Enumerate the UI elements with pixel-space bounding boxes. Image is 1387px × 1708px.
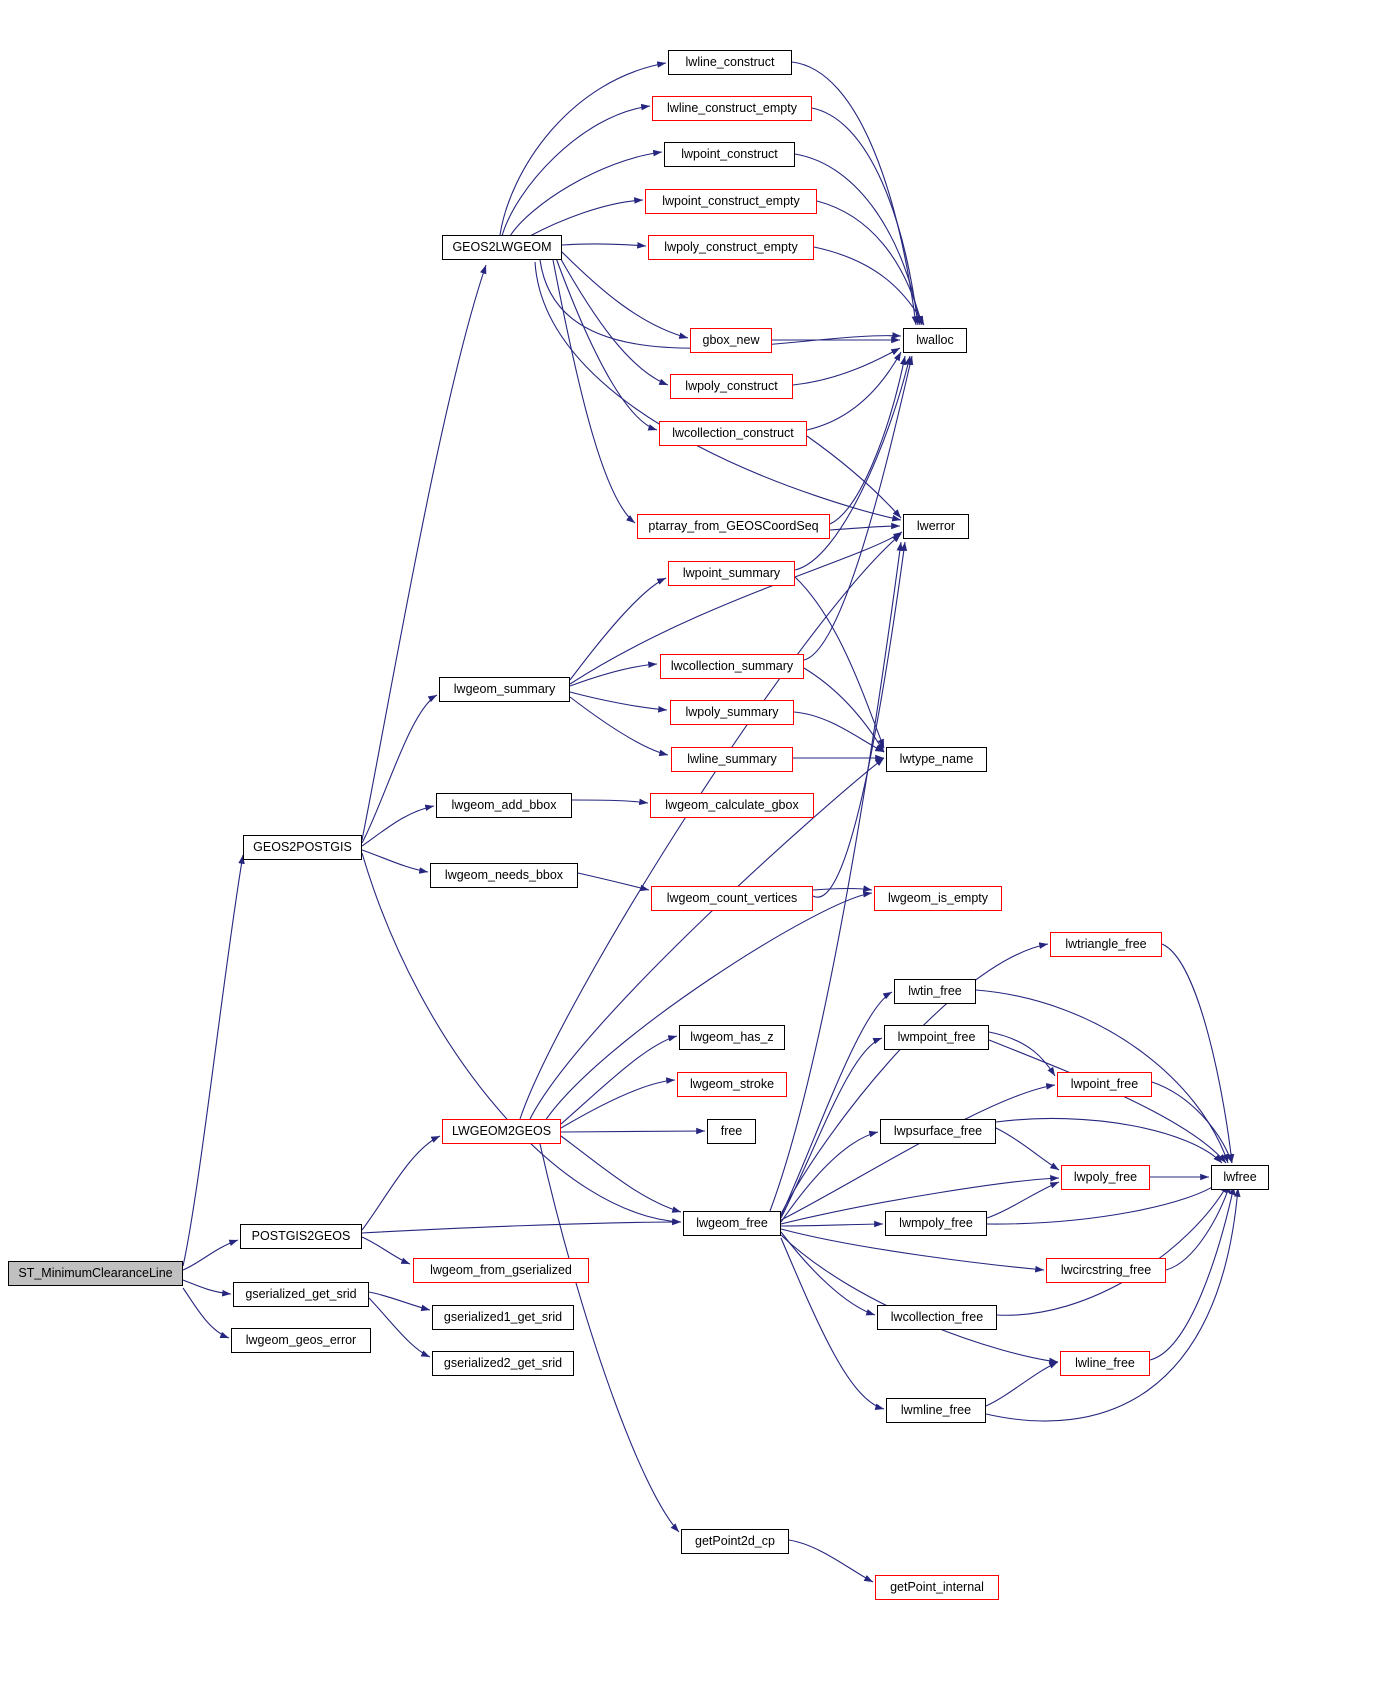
node-lwcollection-summary[interactable]: lwcollection_summary <box>660 654 804 679</box>
node-lwgeom-from-gserialized[interactable]: lwgeom_from_gserialized <box>413 1258 589 1283</box>
node-lwpoint-summary[interactable]: lwpoint_summary <box>668 561 795 586</box>
node-lwgeom-free[interactable]: lwgeom_free <box>683 1211 781 1236</box>
node-lwline-construct-empty[interactable]: lwline_construct_empty <box>652 96 812 121</box>
node-getpoint-internal[interactable]: getPoint_internal <box>875 1575 999 1600</box>
node-lwcircstring-free[interactable]: lwcircstring_free <box>1046 1258 1166 1283</box>
node-lwerror[interactable]: lwerror <box>903 514 969 539</box>
node-lwpoly-free[interactable]: lwpoly_free <box>1061 1165 1150 1190</box>
node-lwgeom-has-z[interactable]: lwgeom_has_z <box>679 1025 785 1050</box>
node-lwpoly-construct-empty[interactable]: lwpoly_construct_empty <box>648 235 814 260</box>
node-lwmline-free[interactable]: lwmline_free <box>886 1398 986 1423</box>
node-lwgeom-add-bbox[interactable]: lwgeom_add_bbox <box>436 793 572 818</box>
node-st-minimumclearanceline[interactable]: ST_MinimumClearanceLine <box>8 1261 183 1286</box>
node-lwfree[interactable]: lwfree <box>1211 1165 1269 1190</box>
node-lwgeom-count-vertices[interactable]: lwgeom_count_vertices <box>651 886 813 911</box>
node-lwline-construct[interactable]: lwline_construct <box>668 50 792 75</box>
node-ptarray-from-geoscoordseq[interactable]: ptarray_from_GEOSCoordSeq <box>637 514 830 539</box>
node-lwgeom-is-empty[interactable]: lwgeom_is_empty <box>874 886 1002 911</box>
node-lwcollection-construct[interactable]: lwcollection_construct <box>659 421 807 446</box>
node-lwgeom-summary[interactable]: lwgeom_summary <box>439 677 570 702</box>
node-lwgeom-needs-bbox[interactable]: lwgeom_needs_bbox <box>430 863 578 888</box>
node-getpoint2d-cp[interactable]: getPoint2d_cp <box>681 1529 789 1554</box>
node-lwmpoly-free[interactable]: lwmpoly_free <box>885 1211 987 1236</box>
node-lwpoint-free[interactable]: lwpoint_free <box>1057 1072 1152 1097</box>
node-gserialized-get-srid[interactable]: gserialized_get_srid <box>233 1282 369 1307</box>
node-lwgeom-calculate-gbox[interactable]: lwgeom_calculate_gbox <box>650 793 814 818</box>
node-gserialized1-get-srid[interactable]: gserialized1_get_srid <box>432 1305 574 1330</box>
node-lwgeom2geos[interactable]: LWGEOM2GEOS <box>442 1119 561 1144</box>
node-lwpoly-construct[interactable]: lwpoly_construct <box>670 374 793 399</box>
node-lwpoint-construct[interactable]: lwpoint_construct <box>664 142 795 167</box>
node-lwcollection-free[interactable]: lwcollection_free <box>877 1305 997 1330</box>
node-free[interactable]: free <box>707 1119 756 1144</box>
node-lwline-free[interactable]: lwline_free <box>1060 1351 1150 1376</box>
node-lwpsurface-free[interactable]: lwpsurface_free <box>880 1119 996 1144</box>
node-postgis2geos[interactable]: POSTGIS2GEOS <box>240 1224 362 1249</box>
node-lwline-summary[interactable]: lwline_summary <box>671 747 793 772</box>
node-lwalloc[interactable]: lwalloc <box>903 328 967 353</box>
node-geos2postgis[interactable]: GEOS2POSTGIS <box>243 835 362 860</box>
node-lwtin-free[interactable]: lwtin_free <box>894 979 976 1004</box>
node-gbox-new[interactable]: gbox_new <box>690 328 772 353</box>
node-lwpoint-construct-empty[interactable]: lwpoint_construct_empty <box>645 189 817 214</box>
node-geos2lwgeom[interactable]: GEOS2LWGEOM <box>442 235 562 260</box>
node-lwgeom-geos-error[interactable]: lwgeom_geos_error <box>231 1328 371 1353</box>
node-lwmpoint-free[interactable]: lwmpoint_free <box>884 1025 989 1050</box>
node-lwtype-name[interactable]: lwtype_name <box>886 747 987 772</box>
node-lwtriangle-free[interactable]: lwtriangle_free <box>1050 932 1162 957</box>
node-gserialized2-get-srid[interactable]: gserialized2_get_srid <box>432 1351 574 1376</box>
node-lwpoly-summary[interactable]: lwpoly_summary <box>670 700 794 725</box>
node-lwgeom-stroke[interactable]: lwgeom_stroke <box>677 1072 787 1097</box>
